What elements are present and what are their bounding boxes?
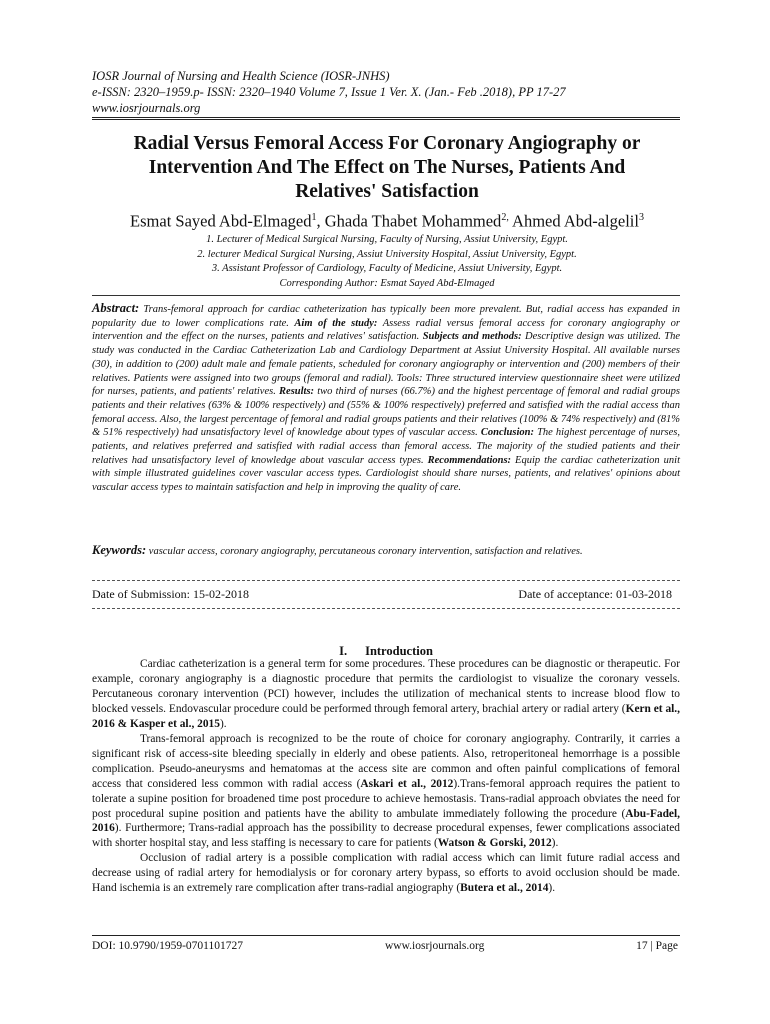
paragraph-text: ). [219, 717, 227, 730]
keywords-label: Keywords: [92, 543, 147, 557]
title-line-1: Radial Versus Femoral Access For Coronary Angiography or [133, 133, 641, 154]
citation: Kern et al., 2016 & Kasper et al., 2015 [92, 702, 681, 730]
author-3: Ahmed Abd-algelil [512, 211, 639, 231]
citation: Watson & Gorski, 2012 [437, 837, 552, 850]
journal-website[interactable]: www.iosrjournals.org [92, 101, 201, 115]
article-title [92, 132, 682, 204]
date-of-acceptance: Date of acceptance: 01-03-2018 [518, 587, 672, 601]
abstract-text: two third of nurses (66.7%) and the highest percentage of femoral and radial groups patients and their relatives (63% & 100% respectively) and (55% & 100% respectively) preferred and satisfied with the radial access than femoral access. Also, the largest percentage of femoral and radial groups patients and their relatives (100% & 74% respectively) and (81% & 51% respectively) had unsatisfactory level of knowledge about types of vascular access. [92, 386, 680, 439]
paragraph-2 [92, 732, 680, 852]
affiliation-3: 3. Assistant Professor of Cardiology, Faculty of Medicine, Assiut University, Egypt. [211, 263, 563, 274]
citation: Abu-Fadel, 2016 [92, 807, 680, 835]
keywords-text: vascular access, coronary angiography, percutaneous coronary intervention, satisfaction and relatives. [146, 546, 583, 557]
section-number: I. [339, 644, 348, 658]
corresponding-author: Corresponding Author: Esmat Sayed Abd-Elmaged [279, 277, 495, 289]
author-2: Ghada Thabet Mohammed [324, 211, 502, 231]
section-title: Introduction [365, 644, 433, 658]
dashed-divider-top [92, 580, 680, 581]
author-list [92, 207, 682, 233]
introduction-body [92, 657, 680, 896]
author-1: Esmat Sayed Abd-Elmaged [130, 211, 312, 231]
journal-issn-volume: e-ISSN: 2320–1959.p- ISSN: 2320–1940 Volume 7, Issue 1 Ver. X. (Jan.- Feb .2018), PP 17-27 [92, 85, 566, 99]
paragraph-text: ). [551, 837, 559, 850]
abstract [92, 302, 680, 495]
title-line-2: Intervention And The Effect on The Nurses, Patients And [148, 157, 626, 178]
subjects-methods-label: Subjects and methods: [422, 331, 522, 343]
header-divider [92, 117, 680, 120]
citation: Butera et al., 2014 [460, 882, 549, 895]
affiliations [92, 233, 682, 291]
citation: Askari et al., 2012 [360, 777, 454, 790]
paragraph-1 [92, 657, 680, 732]
abstract-divider [92, 295, 680, 296]
abstract-text: Descriptive design was utilized. The study was conducted in the Cardiac Catheterization Lab and Cardiology Department at Assiut University Hospital. All available nurses (30), in addition to (200) adult male and female patients, scheduled for coronary angiography or intervention and (200) members of their relatives. Patients were assigned into two groups (femoral and radial). Tools: Three structured interview questionnaire sheet were utilized for nurses, patients, and patients' relatives. [92, 331, 680, 398]
page-number: 17 | Page [636, 940, 678, 952]
footer-divider [92, 935, 680, 936]
paragraph-text: Trans-femoral approach is recognized to be the route of choice for coronary angiography. Contrarily, it carries a significant risk of access-site bleeding specially in elderly and obese patients. Also, retroperitoneal hemorrhage is a possible complication. Pseudo-aneurysms and hematomas at the access site are common and often painful complications of femoral access that considered less common with radial access ( [92, 732, 680, 790]
paragraph-text: Occlusion of radial artery is a possible complication with radial access which can limit future radial access and decrease using of radial artery for hemodialysis or for coronary artery bypass, so efforts to avoid occlusion should be made. Hand ischemia is an extremely rare complication after trans-radial angiography ( [92, 852, 680, 895]
aim-label: Aim of the study: [294, 317, 378, 329]
results-label: Results: [279, 386, 315, 398]
abstract-text: The highest percentage of nurses, patients, and relatives preferred and satisfied with radial access than femoral access. The majority of the studied patients and their relatives had unsatisfactory level of knowledge about vascular access types. [92, 427, 680, 466]
paragraph-text: Cardiac catheterization is a general term for some procedures. These procedures can be diagnostic or therapeutic. For example, coronary angiography is a diagnostic procedure that permits the cardiologist to visualize the coronary vessels. Percutaneous coronary intervention (PCI) however, includes the utilization of mechanical stents to increase blood flow to blocked vessels. Endovascular procedure could be performed through femoral artery, brachial artery or radial artery ( [92, 658, 680, 715]
doi[interactable]: DOI: 10.9790/1959-0701101727 [92, 940, 243, 952]
keywords [92, 544, 680, 559]
abstract-text: Assess radial versus femoral access for coronary angiography or intervention and the effect on the nurses, patients and relatives' satisfaction. [92, 317, 680, 343]
title-line-3: Relatives' Satisfaction [295, 181, 479, 202]
footer-website[interactable]: www.iosrjournals.org [385, 940, 485, 952]
paragraph-text: ). [548, 882, 556, 895]
date-of-submission: Date of Submission: 15-02-2018 [92, 587, 249, 601]
paragraph-text: ).Trans-femoral approach requires the patient to tolerate a supine position for broadened time post procedure to achieve hemostasis. Trans-radial approach obviates the need for post procedural supine position and patients have the ability to ambulate immediately following the procedure ( [92, 777, 681, 820]
journal-header [92, 68, 682, 116]
abstract-text: Equip the cardiac catheterization unit with simple illustrated guidelines cover vascular access types. Cardiologist should share nurses, patients, and relatives' opinions about vascular access types to maintain satisfaction and help in improving the quality of care. [92, 454, 680, 494]
dashed-divider-bottom [92, 608, 680, 609]
conclusion-label: Conclusion: [480, 427, 534, 439]
author-separator: , [316, 211, 325, 231]
affiliation-1: 1. Lecturer of Medical Surgical Nursing, Faculty of Nursing, Assiut University, Egypt. [206, 234, 568, 245]
author-3-affil: 3 [638, 212, 644, 223]
paragraph-text: ). Furthermore; Trans-radial approach has the possibility to decrease procedural expenses, fewer complications associated with shorter hospital stay, and less staffing is necessary to care for patients ( [92, 822, 680, 850]
recommendations-label: Recommendations: [427, 454, 512, 466]
author-2-affil: 2, [501, 212, 509, 223]
journal-name: IOSR Journal of Nursing and Health Science (IOSR-JNHS) [92, 69, 390, 83]
abstract-text: Trans-femoral approach for cardiac catheterization has typically been more prevalent. But, radial access has expanded in popularity due to lower complications rate. [92, 304, 680, 329]
affiliation-2: 2. lecturer Medical Surgical Nursing, Assiut University Hospital, Assiut University, Egypt. [197, 248, 577, 260]
paragraph-3 [92, 851, 680, 896]
abstract-label: Abstract: [92, 301, 140, 315]
author-1-affil: 1 [311, 212, 317, 223]
